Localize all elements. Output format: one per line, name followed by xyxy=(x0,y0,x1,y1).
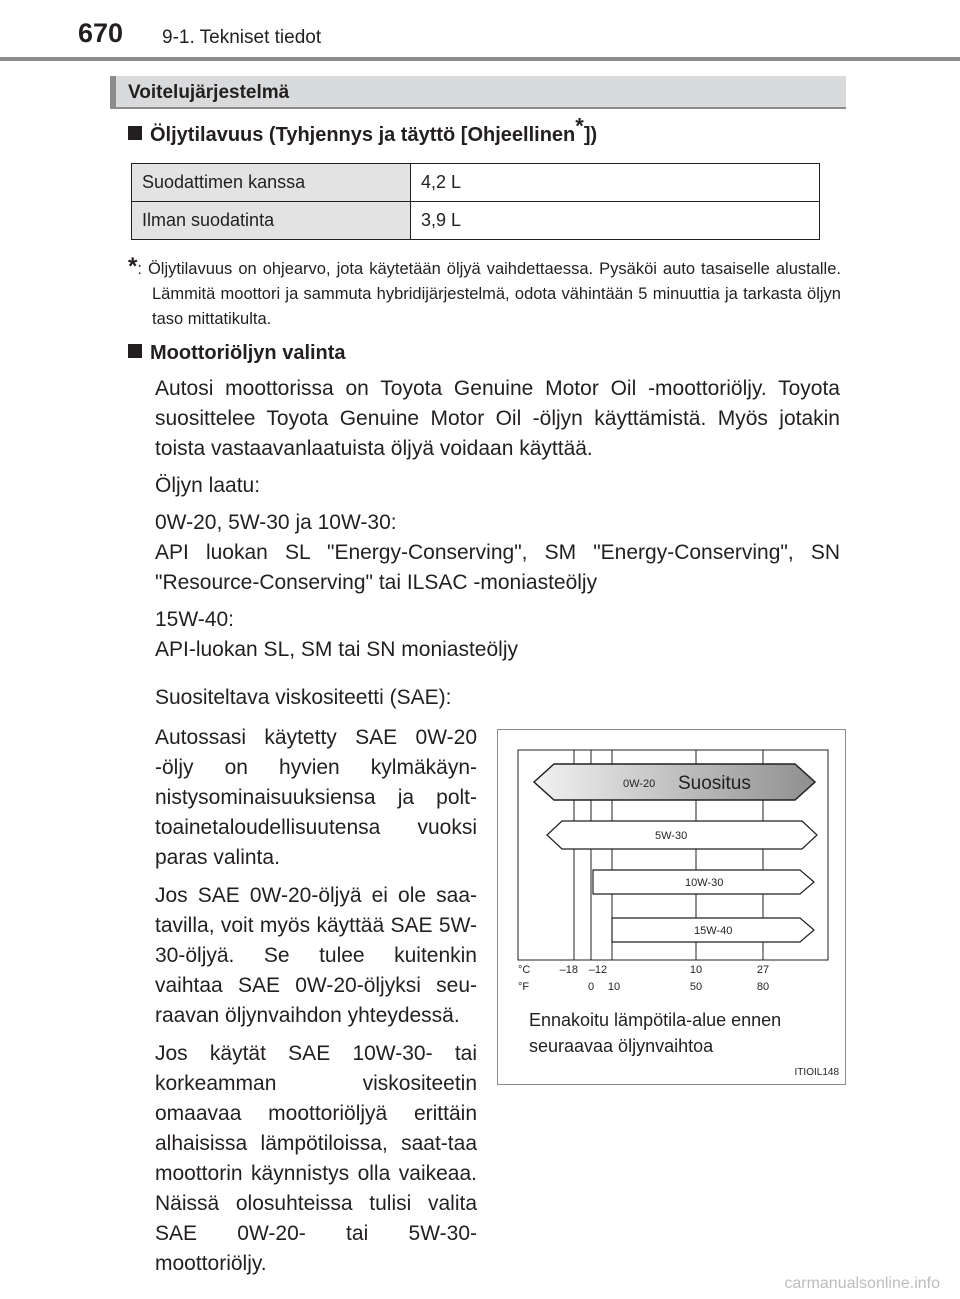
oil-selection-body xyxy=(155,374,840,665)
table-row xyxy=(132,164,820,202)
capacity-footnote: *: Öljytilavuus on ohjearvo, jota käytetään öljyä vaihdettaessa. Pysäköi auto tasaiselle alustalle. Lämmitä moottori ja sammuta hybridijärjestelmä, odota vähintään 5 minuuttia ja tarkasta öljyn taso mittatikulta. xyxy=(128,253,841,328)
section-title-bar xyxy=(110,76,846,109)
watermark: carmanualsonline.info xyxy=(784,1275,940,1292)
paragraph: API luokan SL "Energy-Conserving", SM "Energy-Conserving", SN "Resource-Conserving" tai ILSAC -moniasteöljy xyxy=(155,541,840,594)
grade-15w40-label: 15W-40 xyxy=(694,925,733,937)
tick-f: 50 xyxy=(689,981,703,993)
paragraph: Öljyn laatu: xyxy=(155,474,261,497)
section-title: Voitelujärjestelmä xyxy=(128,82,290,103)
figure-caption: Ennakoitu lämpötila-alue ennen seuraavaa öljynvaihtoa xyxy=(529,1010,782,1056)
table-row xyxy=(132,202,820,240)
grade-10w30-label: 10W-30 xyxy=(685,877,724,889)
paragraph: Autosi moottorissa on Toyota Genuine Motor Oil -moottoriöljy. Toyota suosittelee Toyota Genuine Motor Oil -öljyn käyttämistä. Myös jotakin toista vastaavanlaatuista öljyä voidaan käyttää. xyxy=(155,377,840,460)
header-rule xyxy=(0,57,960,61)
tick-c: –18 xyxy=(559,964,578,976)
celsius-unit-label: °C xyxy=(518,964,531,976)
grade-0w20-arrow xyxy=(534,764,815,800)
fahrenheit-unit-label: °F xyxy=(518,981,530,993)
paragraph: 15W-40: xyxy=(155,608,234,631)
viscosity-label: Suositeltava viskositeetti (SAE): xyxy=(155,686,452,709)
square-bullet-icon xyxy=(128,126,142,140)
square-bullet-icon xyxy=(128,344,142,358)
capacity-heading: Öljytilavuus (Tyhjennys ja täyttö [Ohjeellinen*]) xyxy=(128,124,597,147)
figure-id: ITIOIL148 xyxy=(794,1067,839,1078)
tick-f: 0 xyxy=(587,981,595,993)
paragraph: API-luokan SL, SM tai SN moniasteöljy xyxy=(155,638,518,661)
oil-capacity-table xyxy=(131,163,820,240)
chapter-title: 9-1. Tekniset tiedot xyxy=(162,27,322,48)
viscosity-figure xyxy=(497,729,846,1085)
tick-c: –12 xyxy=(588,964,608,976)
page-number: 670 xyxy=(78,18,124,48)
paragraph: Autossasi käytetty SAE 0W-20 -öljy on hyvien kylmäkäyn-nistysominaisuuksiensa ja polt-toainetaloudellisuutensa vuoksi paras valinta. xyxy=(155,726,477,869)
table-cell-label: Suodattimen kanssa xyxy=(132,164,411,202)
table-cell-label: Ilman suodatinta xyxy=(132,202,411,240)
table-cell-value: 4,2 L xyxy=(411,164,820,202)
tick-c: 27 xyxy=(756,964,770,976)
table-cell-value: 3,9 L xyxy=(411,202,820,240)
grade-5w30-label: 5W-30 xyxy=(655,830,688,842)
paragraph: 0W-20, 5W-30 ja 10W-30: xyxy=(155,511,397,534)
tick-c: 10 xyxy=(689,964,703,976)
grade-0w20-label: 0W-20 xyxy=(623,778,656,790)
paragraph: Jos SAE 0W-20-öljyä ei ole saa-tavilla, voit myös käyttää SAE 5W-30-öljyä. Se tulee kuitenkin vaihtaa SAE 0W-20-öljyksi seu-raavan öljynvaihdon yhteydessä. xyxy=(155,884,477,1027)
viscosity-column-text xyxy=(155,723,477,1287)
tick-f: 10 xyxy=(607,981,621,993)
oil-selection-heading: Moottoriöljyn valinta xyxy=(128,342,346,365)
tick-f: 80 xyxy=(756,981,770,993)
recommended-label: Suositus xyxy=(678,773,751,794)
paragraph: Jos käytät SAE 10W-30- tai korkeamman viskositeetin omaavaa moottoriöljyä erittäin alhaisissa lämpötiloissa, saat-taa moottorin käynnistys olla vaikeaa. Näissä olosuhteissa tulisi valita SAE 0W-20- tai 5W-30-moottoriöljy. xyxy=(155,1042,477,1275)
